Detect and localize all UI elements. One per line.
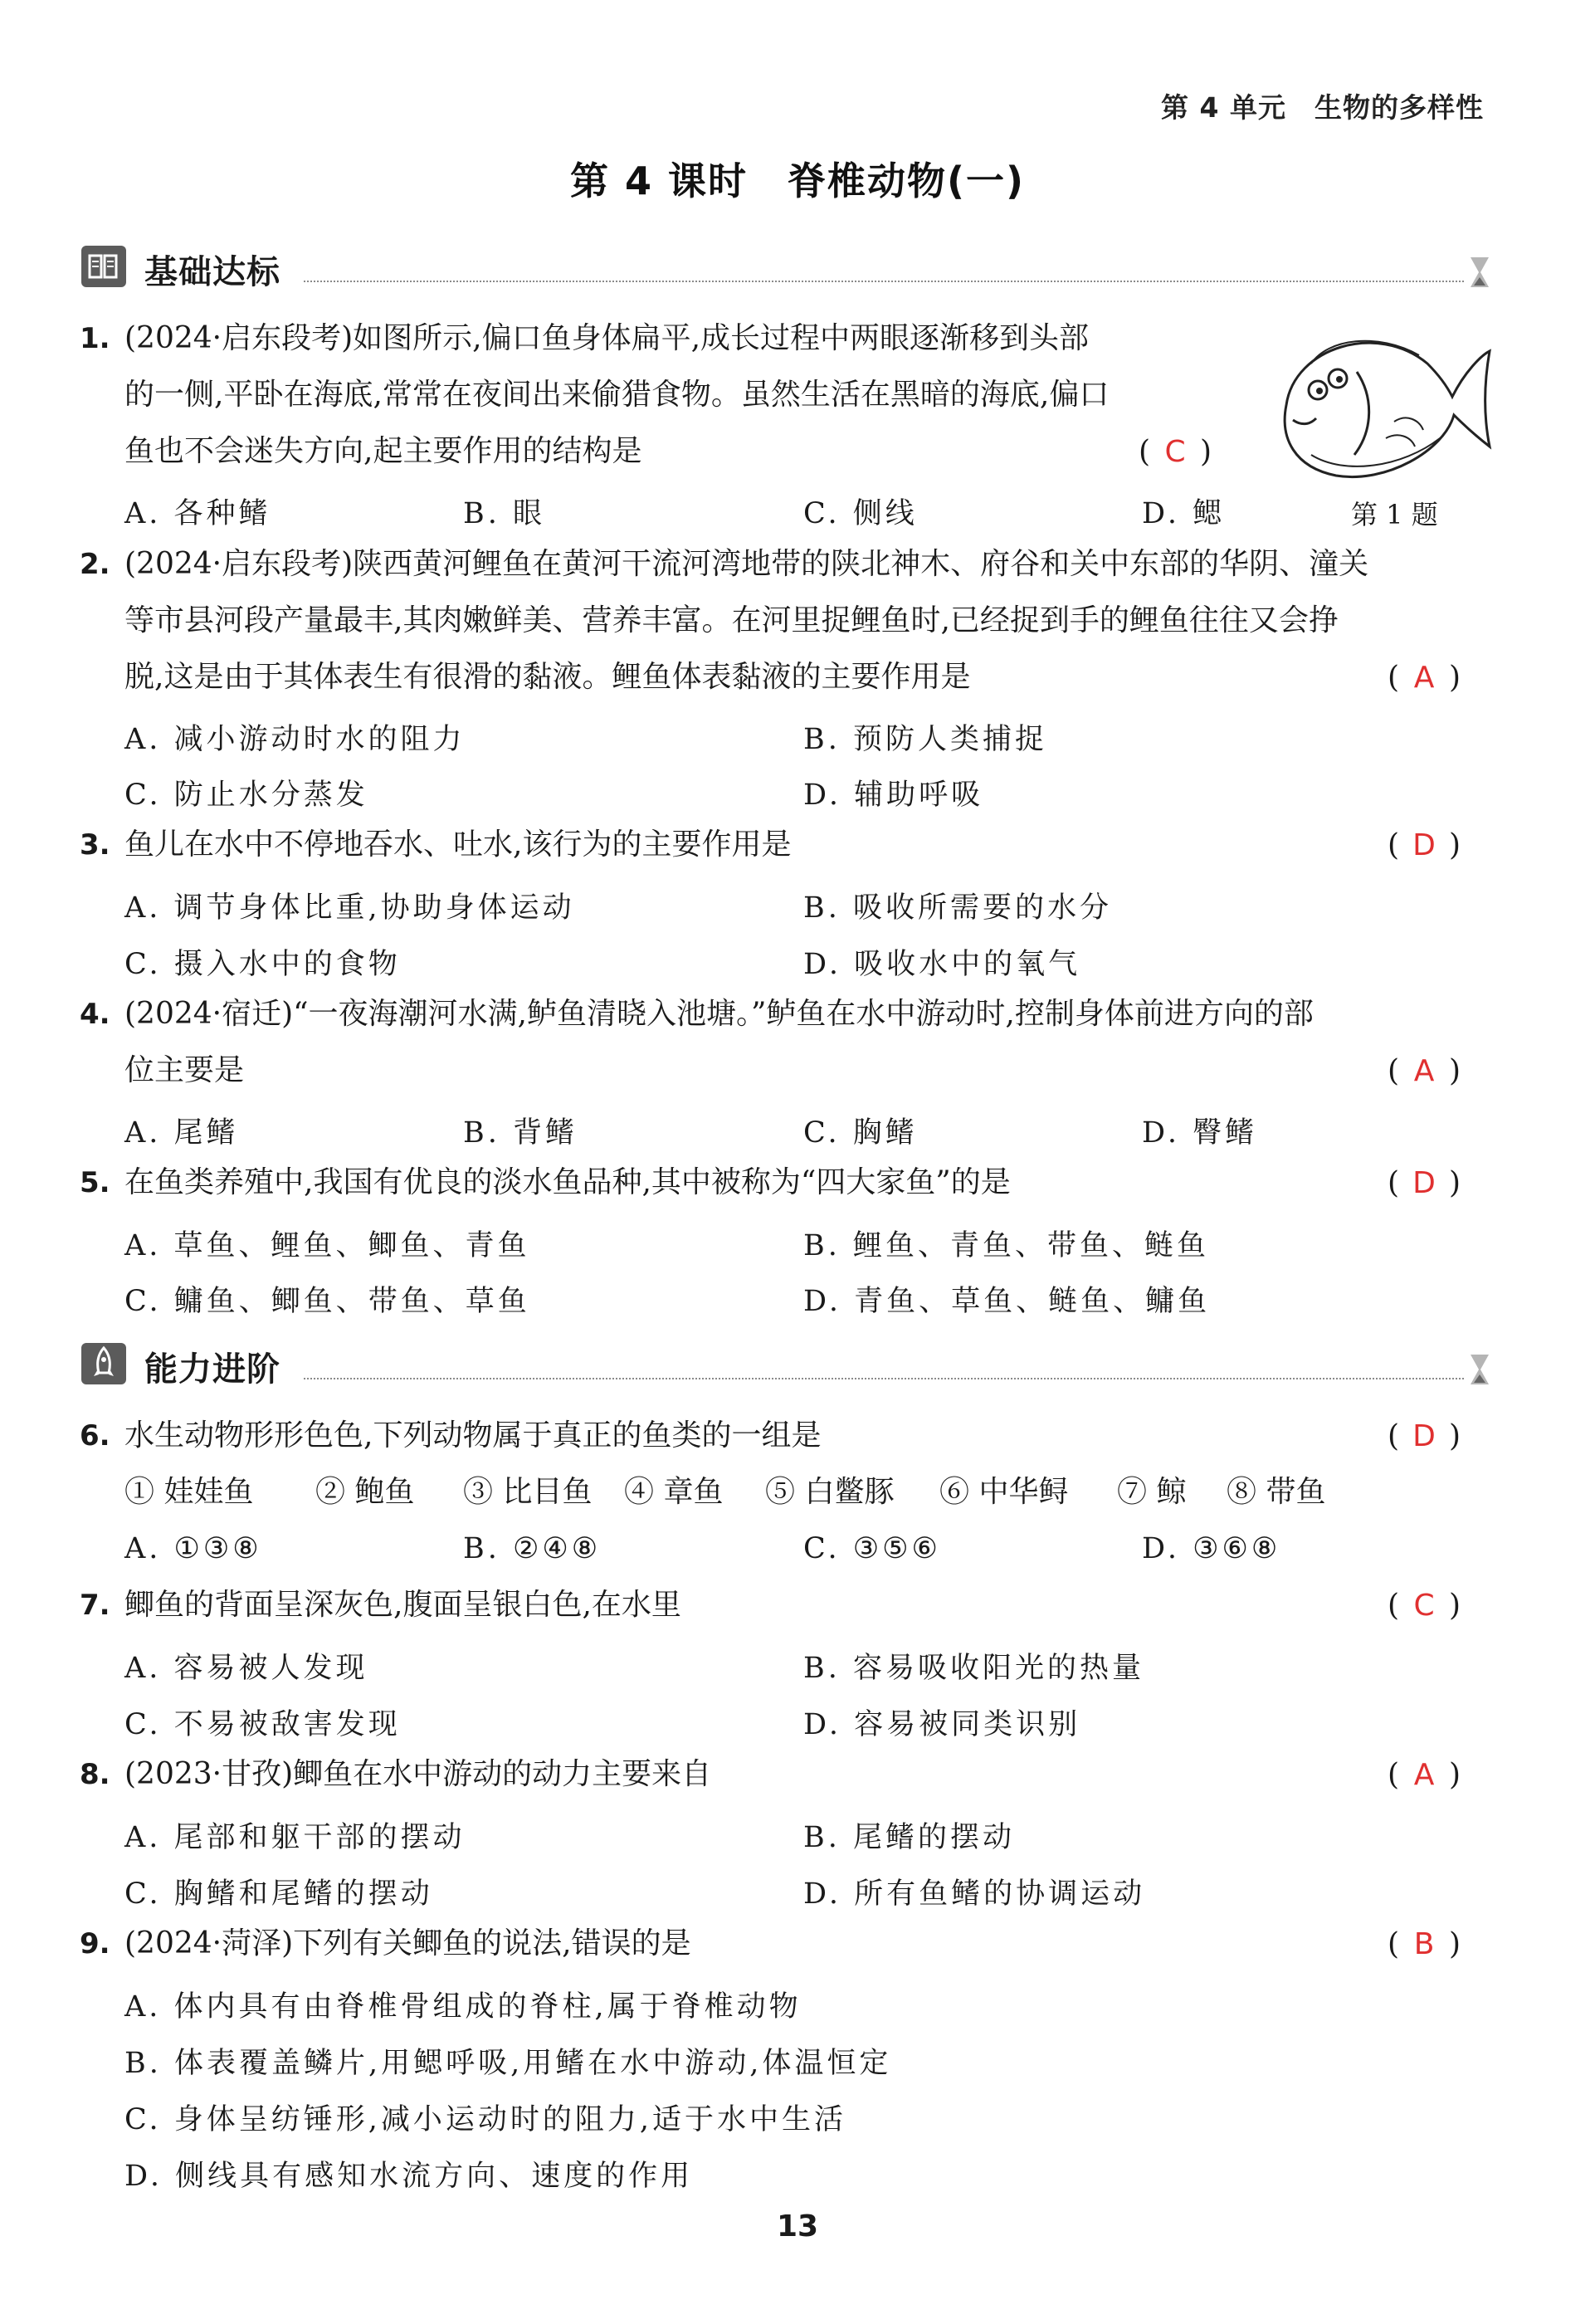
option: A. 容易被人发现 [124,1652,368,1685]
question-stem-line: (2024·菏泽)下列有关鲫鱼的说法,错误的是 [124,1926,691,1960]
option: A. 调节身体比重,协助身体运动 [124,891,575,925]
option: B. 尾鳍的摆动 [803,1821,1015,1854]
flatfish-figure [1261,314,1494,488]
answer-slot: ( D ) [1388,828,1461,862]
option: B. 容易吸收阳光的热量 [803,1652,1144,1685]
question-number: 8. [80,1758,110,1791]
answer-slot: ( C ) [1139,435,1212,469]
option: D. 吸收水中的氧气 [803,948,1081,981]
option: C. 不易被敌害发现 [124,1708,401,1741]
question-stem-line: 鱼也不会迷失方向,起主要作用的结构是 [124,434,642,468]
answer-letter: A [1413,1758,1435,1792]
option: C. 胸鳍 [803,1116,918,1150]
item-choice: ③ 比目鱼 [463,1475,593,1509]
question-stem-line: 水生动物形形色色,下列动物属于真正的鱼类的一组是 [124,1418,822,1452]
option: D. ③⑥⑧ [1142,1532,1281,1565]
option: B. 吸收所需要的水分 [803,891,1112,925]
answer-letter: B [1413,1927,1435,1961]
option: C. 侧线 [803,497,918,530]
question-number: 3. [80,828,110,862]
option: C. 摄入水中的食物 [124,948,401,981]
option: D. 侧线具有感知水流方向、速度的作用 [124,2160,694,2193]
option: D. 所有鱼鳍的协调运动 [803,1877,1146,1911]
item-choice: ⑧ 带鱼 [1227,1475,1326,1509]
section-basic-header [81,241,1492,299]
answer-slot: ( A ) [1388,1758,1461,1792]
answer-slot: ( D ) [1388,1166,1461,1200]
question-number: 4. [80,998,110,1031]
option: D. 青鱼、草鱼、鲢鱼、鳙鱼 [803,1285,1211,1318]
question-stem-line: 脱,这是由于其体表生有很滑的黏液。鲤鱼体表黏液的主要作用是 [124,660,971,694]
unit-header: 第 4 单元 生物的多样性 [1161,91,1484,124]
answer-letter: D [1412,1419,1436,1453]
item-choice: ⑤ 白鳖豚 [765,1475,895,1509]
option: B. 体表覆盖鳞片,用鳃呼吸,用鳍在水中游动,体温恒定 [124,2047,892,2080]
question-stem-line: (2024·启东段考)陕西黄河鲤鱼在黄河干流河湾地带的陕北神木、府谷和关中东部的华阴、潼关 [124,547,1369,581]
question-stem-line: 等市县河段产量最丰,其肉嫩鲜美、营养丰富。在河里捉鲤鱼时,已经捉到手的鲤鱼往往又会挣 [124,603,1339,637]
item-choice: ② 鲍鱼 [315,1475,415,1509]
option: D. 鳃 [1142,497,1226,530]
question-stem-line: (2024·宿迁)“一夜海潮河水满,鲈鱼清晓入池塘。”鲈鱼在水中游动时,控制身体前进方向的部 [124,997,1314,1031]
answer-letter: A [1413,661,1435,695]
option: C. 防止水分蒸发 [124,779,368,812]
question-stem-line: 在鱼类养殖中,我国有优良的淡水鱼品种,其中被称为“四大家鱼”的是 [124,1165,1011,1199]
hourglass-icon [1467,256,1492,289]
option: C. 胸鳍和尾鳍的摆动 [124,1877,433,1911]
figure-caption: 第 1 题 [1351,499,1438,530]
answer-slot: ( B ) [1388,1927,1461,1961]
option: B. 眼 [463,497,545,530]
answer-letter: C [1164,435,1186,469]
option: B. ②④⑧ [463,1532,602,1565]
option: A. 草鱼、鲤鱼、鲫鱼、青鱼 [124,1229,530,1262]
item-choice: ⑥ 中华鲟 [939,1475,1069,1509]
option: A. 尾部和躯干部的摆动 [124,1821,466,1854]
option: A. 体内具有由脊椎骨组成的脊柱,属于脊椎动物 [124,1990,802,2024]
hourglass-icon [1467,1353,1492,1386]
option: A. 减小游动时水的阻力 [124,723,466,756]
section-advanced-label: 能力进阶 [144,1350,280,1389]
item-choice: ⑦ 鲸 [1117,1475,1187,1509]
section-divider [304,281,1464,282]
answer-slot: ( A ) [1388,1054,1461,1088]
question-stem-line: (2024·启东段考)如图所示,偏口鱼身体扁平,成长过程中两眼逐渐移到头部 [124,321,1090,355]
answer-slot: ( C ) [1388,1589,1461,1623]
option: B. 预防人类捕捉 [803,723,1047,756]
question-number: 1. [80,322,110,355]
section-basic-label: 基础达标 [144,253,280,291]
lesson-title: 第 4 课时 脊椎动物(一) [569,159,1026,203]
option: C. 身体呈纺锤形,减小运动时的阻力,适于水中生活 [124,2103,847,2136]
question-number: 6. [80,1419,110,1452]
section-divider [304,1378,1464,1379]
option: D. 容易被同类识别 [803,1708,1081,1741]
rocket-icon [81,1343,126,1384]
question-number: 5. [80,1166,110,1199]
item-choice: ① 娃娃鱼 [124,1475,254,1509]
book-icon [81,246,126,287]
question-stem-line: (2023·甘孜)鲫鱼在水中游动的动力主要来自 [124,1757,712,1791]
answer-slot: ( D ) [1388,1419,1461,1453]
question-stem-line: 鲫鱼的背面呈深灰色,腹面呈银白色,在水里 [124,1588,681,1622]
option: A. 各种鳍 [124,497,271,530]
page-number: 13 [776,2209,819,2243]
question-number: 7. [80,1589,110,1622]
option: A. ①③⑧ [124,1532,262,1565]
question-stem-line: 鱼儿在水中不停地吞水、吐水,该行为的主要作用是 [124,828,792,862]
option: D. 辅助呼吸 [803,779,984,812]
option: C. ③⑤⑥ [803,1532,941,1565]
option: C. 鳙鱼、鲫鱼、带鱼、草鱼 [124,1285,530,1318]
question-number: 9. [80,1927,110,1960]
section-advanced-header [81,1338,1492,1396]
answer-letter: D [1412,828,1436,862]
question-stem-line: 位主要是 [124,1053,245,1087]
question-number: 2. [80,548,110,581]
question-stem-line: 的一侧,平卧在海底,常常在夜间出来偷猎食物。虽然生活在黑暗的海底,偏口 [124,378,1110,412]
answer-letter: C [1413,1589,1435,1623]
option: B. 背鳍 [463,1116,578,1150]
answer-letter: A [1413,1054,1435,1088]
item-choice: ④ 章鱼 [624,1475,724,1509]
option: B. 鲤鱼、青鱼、带鱼、鲢鱼 [803,1229,1209,1262]
answer-letter: D [1412,1166,1436,1200]
answer-slot: ( A ) [1388,661,1461,695]
option: A. 尾鳍 [124,1116,239,1150]
option: D. 臀鳍 [1142,1116,1258,1150]
